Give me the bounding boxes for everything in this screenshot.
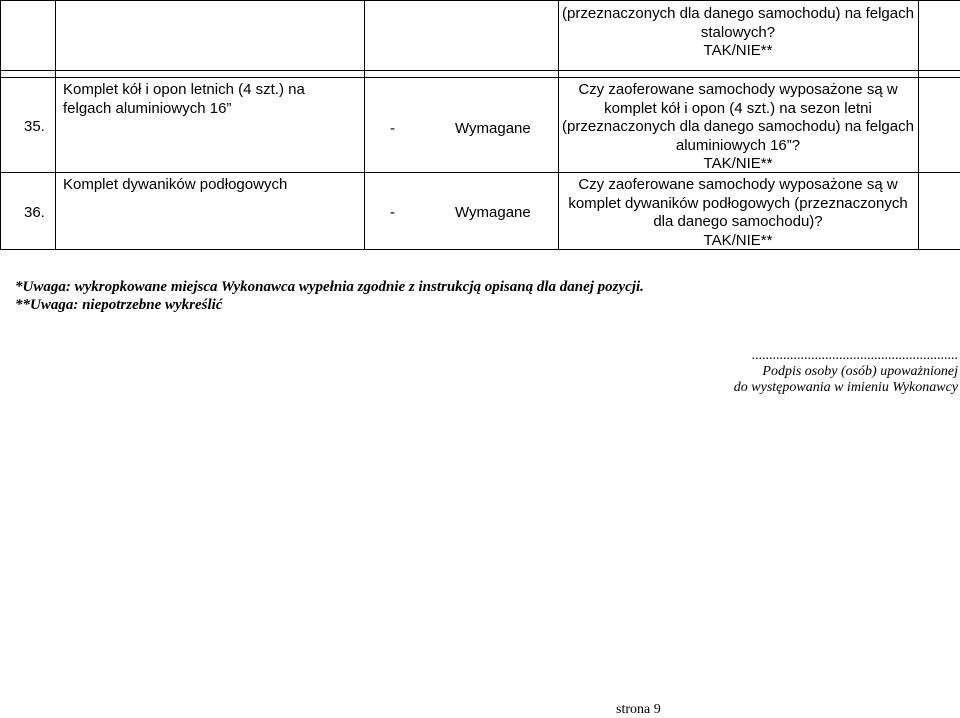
status-cell: Wymagane [455, 120, 531, 137]
row-number: 35. [24, 118, 45, 135]
table-border-top [0, 0, 960, 1]
signature-caption-line1: Podpis osoby (osób) upoważnionej [762, 364, 958, 379]
question-cell [562, 176, 914, 250]
column-divider [364, 0, 365, 250]
column-divider [55, 0, 56, 250]
question-cell [562, 81, 914, 174]
item-description: Komplet dywaników podłogowych [63, 176, 288, 193]
page-number: strona 9 [616, 702, 661, 717]
question-text: Czy zaoferowane samochody wyposażone są w komplet kół i opon (4 szt.) na sezon letni (przeznaczonych dla danego samochodu) na felgach aluminiowych 16”? [562, 81, 914, 154]
question-text: (przeznaczonych dla danego samochodu) na felgach stalowych? [562, 5, 914, 41]
row-separator [0, 77, 960, 78]
signature-block [734, 348, 958, 396]
item-description: Komplet kół i opon letnich (4 szt.) na felgach aluminiowych 16” [63, 81, 305, 117]
column-divider [0, 0, 1, 250]
column-divider [918, 0, 919, 250]
column-divider [558, 0, 559, 250]
row-separator [0, 70, 960, 71]
dash-cell: - [390, 204, 395, 221]
requirements-table [0, 0, 960, 250]
status-cell: Wymagane [455, 204, 531, 221]
question-cell [562, 5, 914, 61]
dash-cell: - [390, 120, 395, 137]
row-number: 36. [24, 204, 45, 221]
answer-text: TAK/NIE** [703, 155, 773, 172]
signature-dots: ........................................................... [751, 348, 958, 363]
answer-text: TAK/NIE** [703, 42, 773, 59]
answer-text: TAK/NIE** [703, 231, 773, 249]
note-strike-through: **Uwaga: niepotrzebne wykreślić [15, 297, 223, 313]
note-filling-instructions: *Uwaga: wykropkowane miejsca Wykonawca wypełnia zgodnie z instrukcją opisaną dla danej pozycji. [15, 279, 644, 295]
signature-caption-line2: do występowania w imieniu Wykonawcy [733, 380, 958, 395]
question-text: Czy zaoferowane samochody wyposażone są w komplet dywaników podłogowych (przeznaczonych dla danego samochodu)? [568, 176, 908, 230]
